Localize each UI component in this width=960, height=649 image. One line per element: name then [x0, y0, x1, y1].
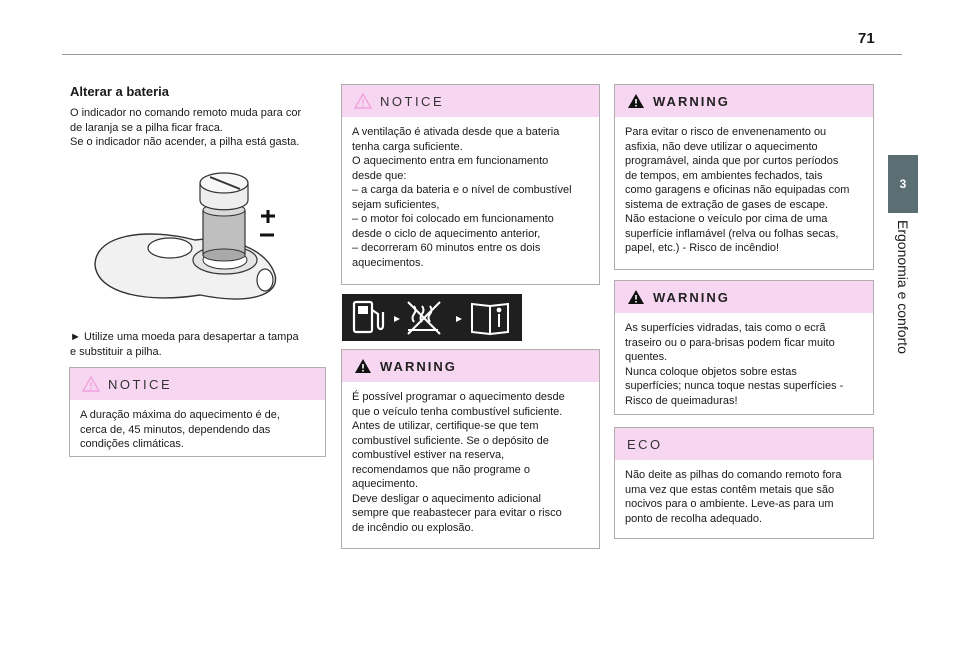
notice-box-ventilation [341, 84, 600, 285]
warning-header [615, 85, 873, 117]
symbol-strip [342, 294, 522, 341]
section-heading: Alterar a bateria [70, 84, 169, 99]
chapter-title [893, 220, 913, 380]
eco-header [615, 428, 873, 460]
warning-text: As superfícies vidradas, tais como o ecrã traseiro ou o para-brisas podem ficar muito quentes. Nunca coloque objetos sobre estas superfícies; nunca toque nestas superfícies - Risco de queimaduras! [625, 322, 844, 407]
notice-triangle-icon [82, 376, 100, 392]
warning-text: É possível programar o aquecimento desde que o veículo tenha combustível suficiente. Antes de utilizar, certifique-se que tem combustível suficiente. Se o depósito de combustível estiver na reserva, recomendamos que não programe o aquecimento. Deve desligar o aquecimento adicional sempre que reabastecer para evitar o risco de incêndio ou explosão. [352, 391, 565, 534]
notice-box-duration [69, 367, 326, 457]
notice-header [70, 368, 325, 400]
eco-title: ECO [627, 436, 663, 452]
notice-triangle-icon [354, 93, 372, 109]
step-text: ► Utilize uma moeda para desapertar a tampa e substituir a pilha. [70, 331, 299, 358]
warning-box-poisoning [614, 84, 874, 270]
warning-box-fuel [341, 349, 600, 549]
warning-triangle-icon [354, 358, 372, 374]
eco-text: Não deite as pilhas do comando remoto fora uma vez que estas contêm metais que são nocivos para o ambiente. Leve-as para um ponto de recolha adequado. [625, 469, 842, 525]
chapter-tab[interactable]: 3 [888, 155, 918, 213]
notice-title: NOTICE [380, 93, 445, 109]
warning-text: Para evitar o risco de envenenamento ou asfixia, não deve utilizar o aquecimento programável, ainda que por curtos períodos de tempos, em ambientes fechados, tais como garagens e oficinas não equipadas com sistema de extração de gases de escape. Não estacione o veículo por cima de uma superfície inflamável (relva ou folhas secas, papel, etc.) - Risco de incêndio! [625, 126, 850, 254]
notice-title: NOTICE [108, 376, 173, 392]
page-number: 71 [858, 30, 875, 47]
remote-battery-illustration [90, 155, 290, 315]
warning-header [342, 350, 599, 382]
warning-title: WARNING [653, 93, 730, 109]
notice-text: A ventilação é ativada desde que a bateria tenha carga suficiente. O aquecimento entra em funcionamento desde que: – a carga da bateria e o nível de combustível sejam suficientes, – o motor foi colocado em funcionamento desde o ciclo de aquecimento anterior, – decorreram 60 minutos entre os dois aquecimentos. [352, 126, 572, 269]
header-rule [62, 54, 902, 55]
warning-title: WARNING [653, 289, 730, 305]
warning-triangle-icon [627, 289, 645, 305]
notice-header [342, 85, 599, 117]
warning-header [615, 281, 873, 313]
warning-box-hot-surfaces [614, 280, 874, 415]
eco-box-batteries [614, 427, 874, 539]
notice-text: A duração máxima do aquecimento é de, cerca de, 45 minutos, dependendo das condições climáticas. [80, 409, 280, 450]
chapter-title-text: Ergonomia e conforto [895, 220, 911, 354]
warning-title: WARNING [380, 358, 457, 374]
intro-text: O indicador no comando remoto muda para cor de laranja se a pilha ficar fraca. Se o indicador não acender, a pilha está gasta. [70, 107, 302, 148]
warning-triangle-icon [627, 93, 645, 109]
